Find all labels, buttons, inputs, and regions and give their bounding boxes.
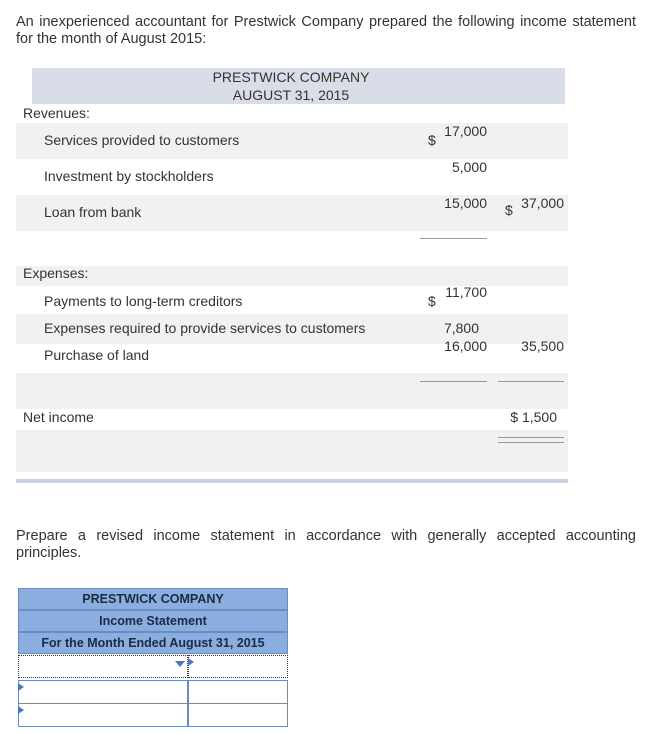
currency-symbol: $ [428, 132, 436, 148]
revenue-line-label: Investment by stockholders [44, 168, 214, 184]
answer-company-name: PRESTWICK COMPANY [18, 588, 288, 610]
expense-line-label: Purchase of land [44, 347, 150, 363]
revenue-line-label: Services provided to customers [44, 132, 240, 148]
expenses-total: 35,500 [521, 338, 564, 354]
net-income-label: Net income [23, 409, 94, 425]
revenues-heading: Revenues: [23, 105, 90, 121]
amount-input[interactable] [188, 680, 288, 704]
instruction-text: Prepare a revised income statement in accordance with generally accepted accounting principles. [16, 528, 636, 561]
currency-symbol: $ [505, 202, 513, 218]
account-input[interactable] [18, 703, 188, 727]
currency-symbol: $ [428, 293, 436, 309]
statement-header [16, 68, 568, 104]
flag-icon [188, 658, 194, 666]
expense-line-amount: 11,700 [445, 284, 487, 300]
expense-line-amount: 16,000 [444, 338, 487, 354]
expense-line-label: Expenses required to provide services to customers [44, 320, 366, 336]
company-name: PRESTWICK COMPANY [212, 69, 370, 85]
flag-icon [18, 683, 24, 691]
expense-line-label: Payments to long-term creditors [44, 293, 243, 309]
chevron-down-icon [175, 661, 185, 667]
account-select[interactable] [18, 655, 188, 678]
revenues-total: 37,000 [521, 195, 564, 211]
expenses-heading: Expenses: [23, 265, 89, 281]
intro-text: An inexperienced accountant for Prestwick Company prepared the following income statement for the month of August 2015: [16, 14, 636, 47]
revenue-line-amount: 15,000 [444, 195, 487, 211]
account-input[interactable] [18, 680, 188, 704]
answer-statement-period: For the Month Ended August 31, 2015 [18, 632, 288, 654]
net-income-amount: $ 1,500 [510, 409, 557, 425]
amount-input[interactable] [188, 703, 288, 727]
expense-line-amount: 7,800 [443, 320, 479, 336]
original-income-statement [16, 68, 568, 482]
amount-input[interactable] [188, 655, 288, 678]
flag-icon [18, 706, 24, 714]
revenue-line-amount: 5,000 [451, 159, 487, 175]
revenue-line-amount: 17,000 [444, 123, 487, 139]
statement-date: AUGUST 31, 2015 [232, 87, 350, 103]
revenue-line-label: Loan from bank [44, 204, 142, 220]
answer-statement-title: Income Statement [18, 610, 288, 632]
